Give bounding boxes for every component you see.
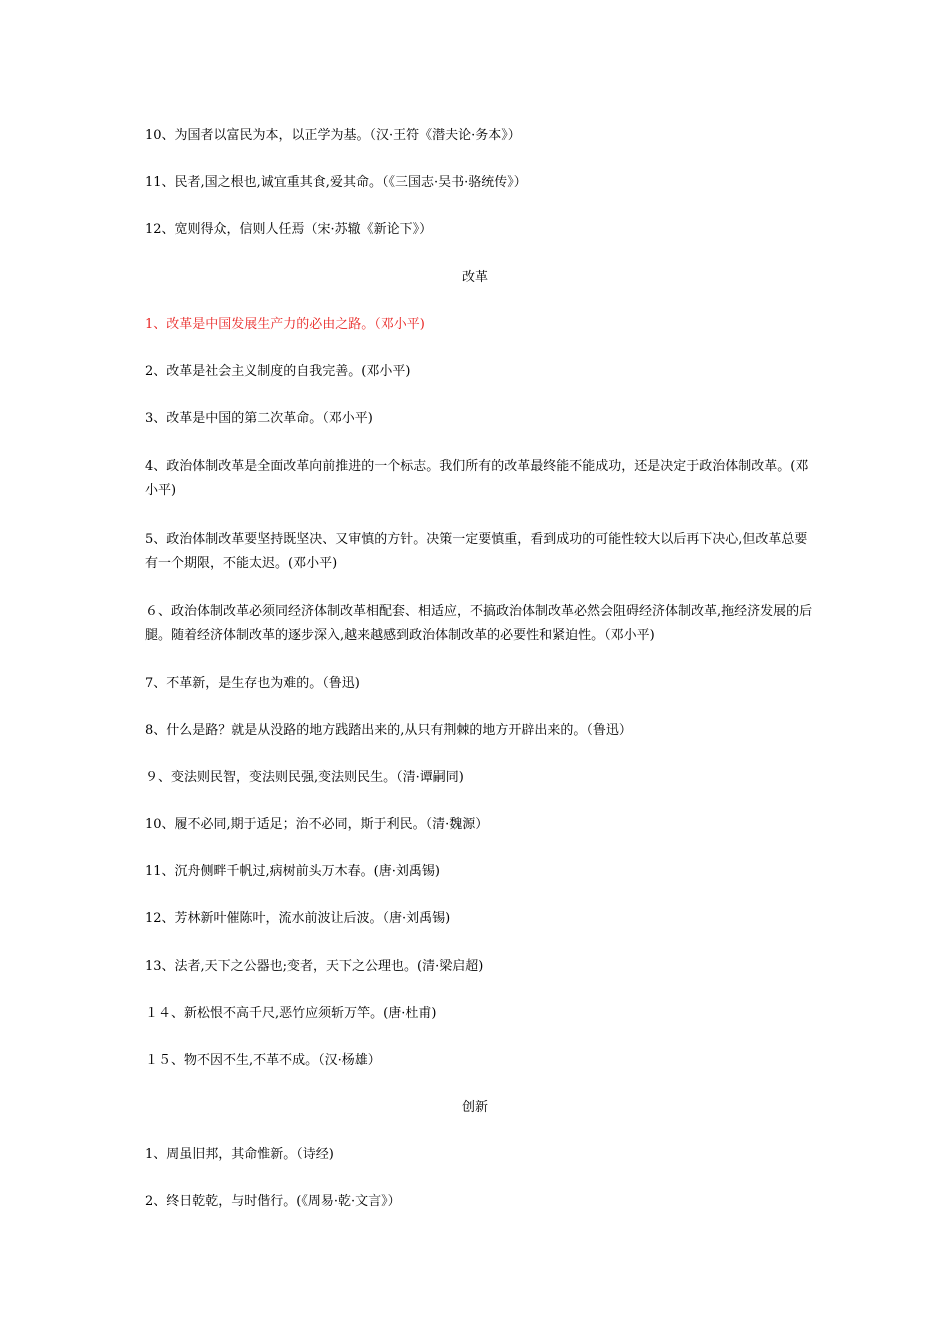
quote-line: １５、物不因不生,不革不成。（汉·杨雄） xyxy=(145,1053,381,1068)
quote-line: 13、法者,天下之公器也;变者，天下之公理也。(清·梁启超) xyxy=(145,959,484,974)
quote-line: ９、变法则民智，变法则民强,变法则民生。（清·谭嗣同) xyxy=(145,770,464,785)
section-heading-reform: 改革 xyxy=(461,270,488,285)
quote-line: 10、履不必同,期于适足；治不必同，斯于利民。（清·魏源） xyxy=(145,817,489,832)
quote-line: 12、芳林新叶催陈叶，流水前波让后波。（唐·刘禹锡) xyxy=(145,911,451,926)
quote-line: １４、新松恨不高千尺,恶竹应须斩万竿。(唐·杜甫) xyxy=(145,1006,437,1021)
quote-paragraph: 4、政治体制改革是全面改革向前推进的一个标志。我们所有的改革最终能不能成功，还是决定于政治体制改革。(邓小平) xyxy=(145,459,809,498)
quote-line: 2、终日乾乾，与时偕行。(《周易·乾·文言》） xyxy=(145,1194,401,1209)
quote-paragraph: ６、政治体制改革必须同经济体制改革相配套、相适应，不搞政治体制改革必然会阻碍经济体制改革,拖经济发展的后腿。随着经济体制改革的逐步深入,越来越感到政治体制改革的必要性和紧迫性。（邓小平) xyxy=(145,604,813,643)
quote-line: 12、宽则得众，信则人任焉（宋·苏辙《新论下》） xyxy=(145,222,433,237)
quote-line: 11、民者,国之根也,诚宜重其食,爱其命。（《三国志·吴书·骆统传》） xyxy=(145,175,527,190)
quote-line: 11、沉舟侧畔千帆过,病树前头万木春。(唐·刘禹锡) xyxy=(145,864,440,879)
quote-line: 8、什么是路？就是从没路的地方践踏出来的,从只有荆棘的地方开辟出来的。（鲁迅） xyxy=(145,723,632,738)
quote-line: 3、改革是中国的第二次革命。（邓小平) xyxy=(145,411,373,426)
quote-line-highlighted: 1、改革是中国发展生产力的必由之路。（邓小平) xyxy=(145,317,425,332)
quote-line: 2、改革是社会主义制度的自我完善。(邓小平) xyxy=(145,364,411,379)
section-heading-innovation: 创新 xyxy=(461,1100,488,1115)
quote-line: 10、为国者以富民为本，以正学为基。（汉·王符《潜夫论·务本》） xyxy=(145,128,521,143)
quote-line: 7、不革新，是生存也为难的。（鲁迅) xyxy=(145,676,360,691)
quote-paragraph: 5、政治体制改革要坚持既坚决、又审慎的方针。决策一定要慎重，看到成功的可能性较大以后再下决心,但改革总要有一个期限，不能太迟。(邓小平) xyxy=(145,532,808,571)
quote-line: 1、周虽旧邦，其命惟新。（诗经) xyxy=(145,1147,334,1162)
